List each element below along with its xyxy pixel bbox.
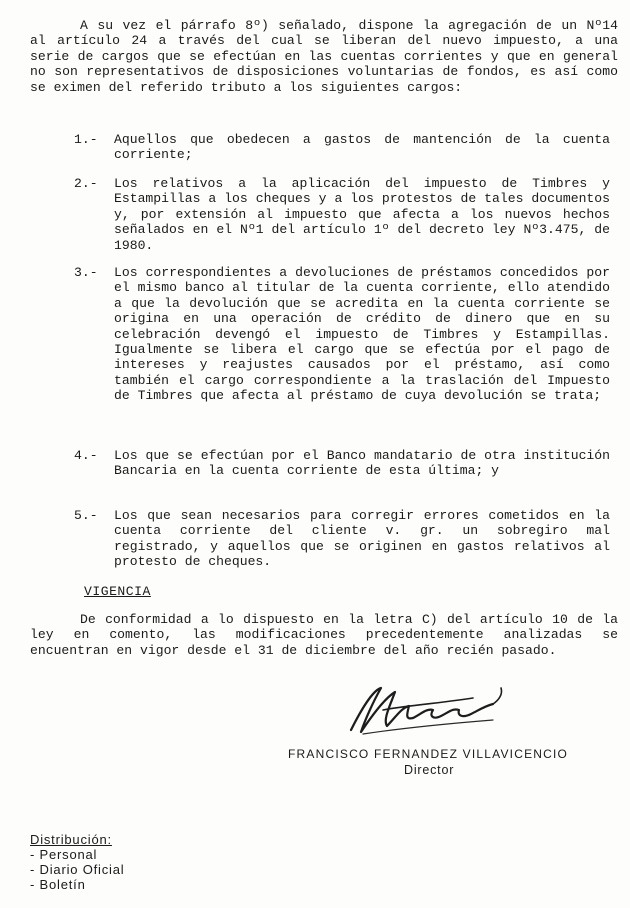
distribution-item: - Personal — [30, 847, 98, 862]
list-item — [74, 448, 610, 479]
list-item — [74, 132, 610, 163]
distribution-block — [30, 832, 330, 892]
item-text: Los que sean necesarios para corregir errores cometidos en la cuenta corriente del cliente v. gr. un sobregiro mal registrado, y aquellos que se originen en gastos relativos al protesto de cheques. — [114, 508, 610, 570]
item-number: 2.- — [74, 176, 98, 191]
vigencia-heading: VIGENCIA — [84, 584, 151, 599]
item-text: Los relativos a la aplicación del impuesto de Timbres y Estampillas a los cheques y a los protestos de tales documentos y, por extensión al impuesto que afecta a los nuevos hechos señalados en el Nº1 del artículo 1º del decreto ley Nº3.475, de 1980. — [114, 176, 610, 253]
list-item — [74, 508, 610, 570]
distribution-item: - Diario Oficial — [30, 862, 125, 877]
handwritten-signature — [343, 680, 513, 740]
item-number: 1.- — [74, 132, 98, 147]
list-item — [74, 265, 610, 404]
vigencia-paragraph: De conformidad a lo dispuesto en la letra C) del artículo 10 de la ley en comento, las modificaciones precedentemente analizadas se encuentran en vigor desde el 31 de diciembre del año recién pasado. — [30, 612, 618, 658]
signatory-name: FRANCISCO FERNANDEZ VILLAVICENCIO — [288, 747, 569, 761]
item-text: Aquellos que obedecen a gastos de mantención de la cuenta corriente; — [114, 132, 610, 163]
distribution-item: - Boletín — [30, 877, 86, 892]
distribution-list — [30, 847, 330, 892]
item-number: 5.- — [74, 508, 98, 523]
item-number: 4.- — [74, 448, 98, 463]
item-number: 3.- — [74, 265, 98, 280]
signatory-title: Director — [404, 763, 455, 777]
intro-paragraph: A su vez el párrafo 8º) señalado, dispone la agregación de un Nº14 al artículo 24 a través del cual se liberan del nuevo impuesto, a una serie de cargos que se efectúan en las cuentas corrientes y que en general no son representativos de disposiciones voluntarias de fondos, es así como se eximen del referido tributo a los siguientes cargos: — [30, 18, 618, 95]
item-text: Los correspondientes a devoluciones de préstamos concedidos por el mismo banco al titular de la cuenta corriente, ello atendido a que la devolución que se acredita en la cuenta corriente se origina en una operación de crédito de dinero que en su celebración devengó el impuesto de Timbres y Estampillas. Igualmente se libera el cargo que se efectúa por el pago de intereses y reajustes causados por el préstamo, así como también el cargo correspondiente a la traslación del Impuesto de Timbres que afecta al préstamo de cuya devolución se trata; — [114, 265, 610, 404]
list-item — [74, 176, 610, 253]
distribution-title: Distribución: — [30, 832, 112, 847]
item-text: Los que se efectúan por el Banco mandatario de otra institución Bancaria en la cuenta corriente de esta última; y — [114, 448, 610, 479]
